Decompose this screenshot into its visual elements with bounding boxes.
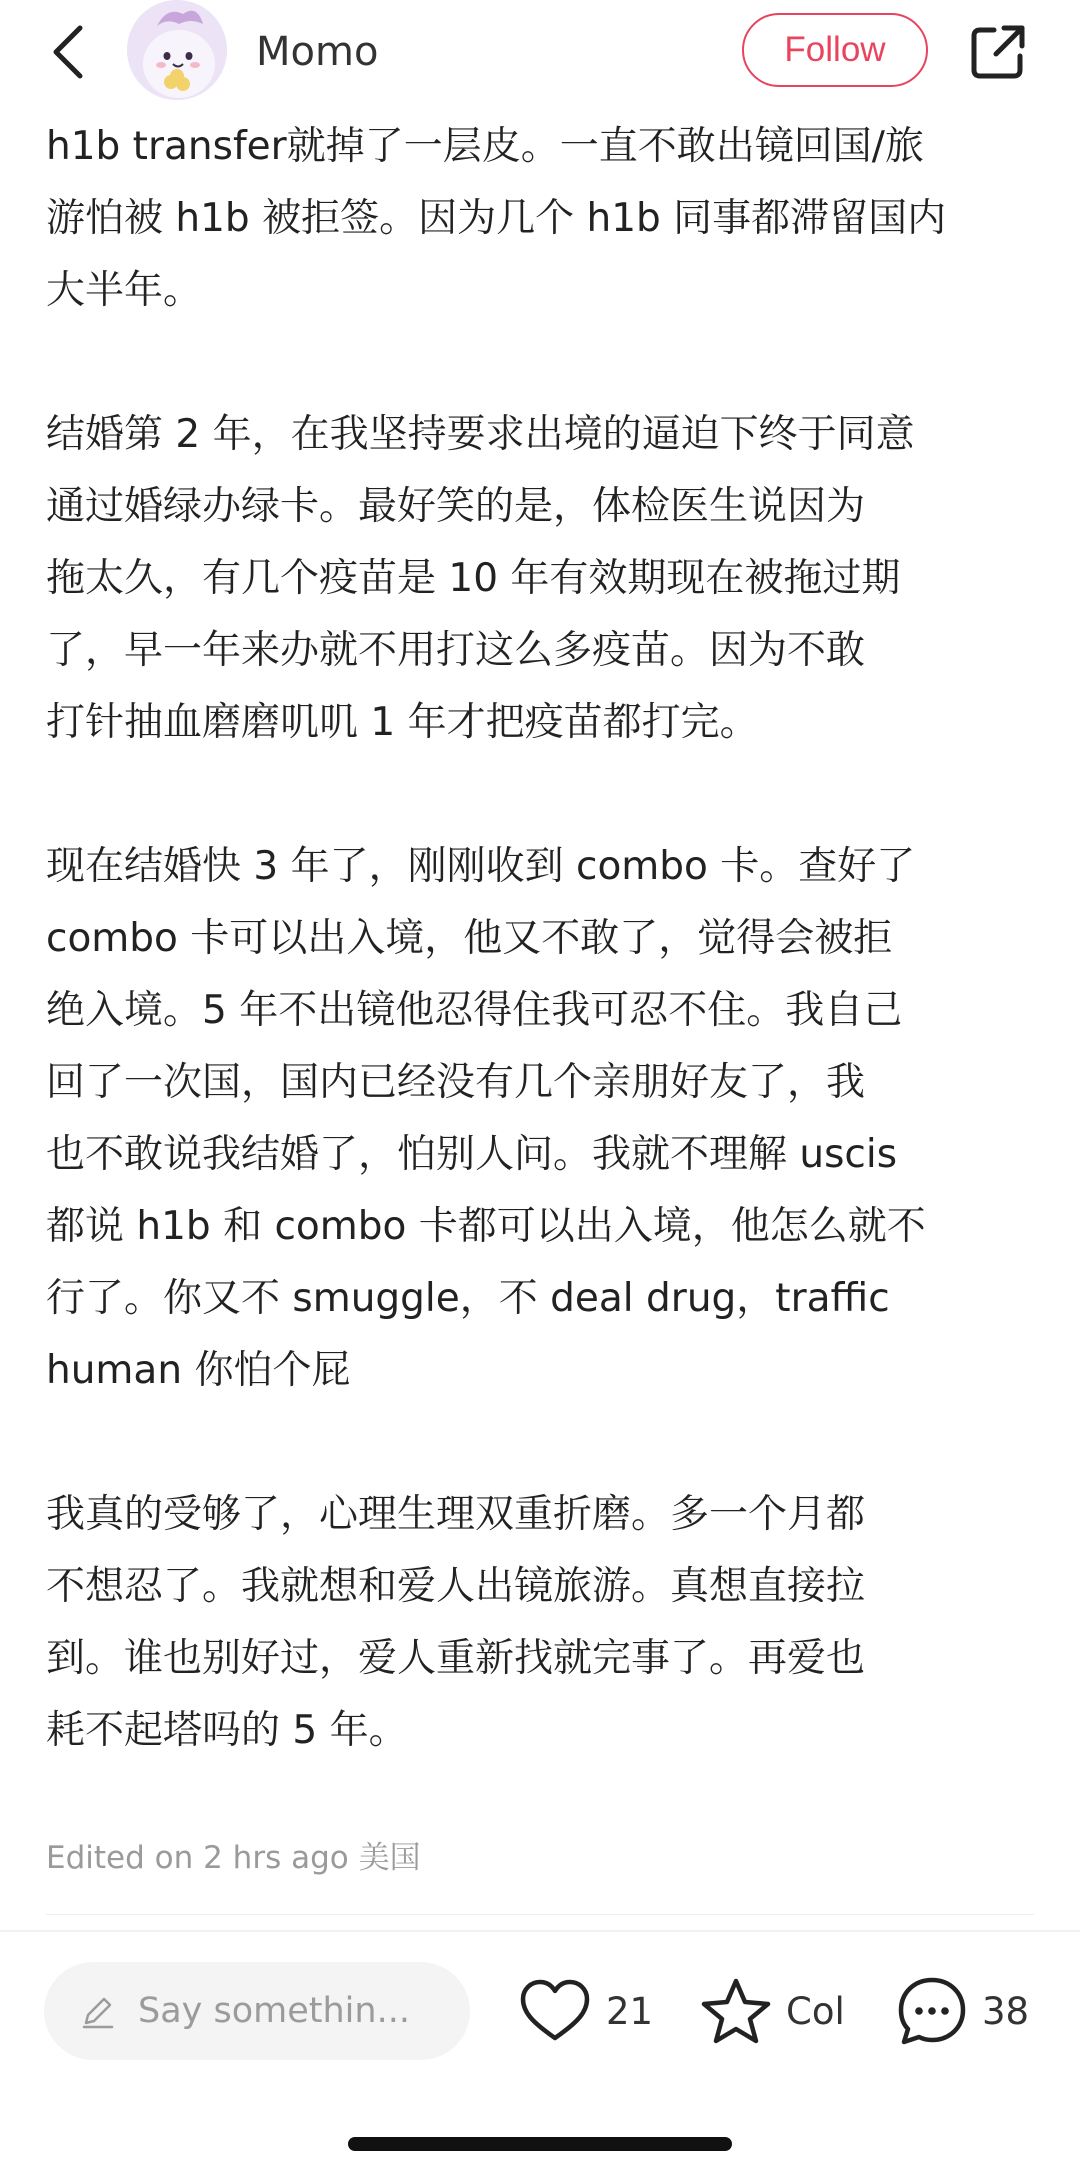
post-line: 游怕被 h1b 被拒签。因为几个 h1b 同事都滞留国内 bbox=[46, 196, 947, 241]
comment-placeholder: Say somethin... bbox=[138, 1991, 410, 2031]
post-line: human 你怕个屁 bbox=[46, 1348, 351, 1393]
comment-button[interactable] bbox=[896, 1968, 1029, 2054]
post-line: 不想忍了。我就想和爱人出镜旅游。真想直接拉 bbox=[46, 1564, 866, 1609]
post-line: 回了一次国，国内已经没有几个亲朋好友了，我 bbox=[46, 1060, 866, 1105]
collect-label: Col bbox=[786, 1989, 845, 2033]
like-count: 21 bbox=[606, 1989, 654, 2033]
paragraph-gap bbox=[46, 327, 1046, 399]
chat-bubble-icon bbox=[896, 1975, 968, 2047]
divider bbox=[46, 1914, 1034, 1915]
author-name[interactable]: Momo bbox=[256, 29, 379, 75]
comment-input[interactable] bbox=[44, 1962, 470, 2060]
follow-button[interactable]: Follow bbox=[742, 13, 928, 87]
post-line: 都说 h1b 和 combo 卡都可以出入境，他怎么就不 bbox=[46, 1204, 926, 1249]
pencil-icon bbox=[80, 1993, 116, 2029]
post-line: 绝入境。5 年不出镜他忍得住我可忍不住。我自己 bbox=[46, 988, 903, 1033]
post-line: 现在结婚快 3 年了，刚刚收到 combo 卡。查好了 bbox=[46, 844, 916, 889]
bottom-action-bar bbox=[0, 1930, 1080, 2092]
post-line: 也不敢说我结婚了，怕别人问。我就不理解 uscis bbox=[46, 1132, 898, 1177]
paragraph-gap bbox=[46, 1407, 1046, 1479]
post-line: 行了。你又不 smuggle，不 deal drug，traffic bbox=[46, 1276, 890, 1321]
post-line: 打针抽血磨磨叽叽 1 年才把疫苗都打完。 bbox=[46, 700, 759, 745]
share-button[interactable] bbox=[966, 20, 1030, 84]
collect-button[interactable] bbox=[700, 1968, 845, 2054]
post-header bbox=[0, 0, 1080, 118]
post-line: combo 卡可以出入境，他又不敢了，觉得会被拒 bbox=[46, 916, 893, 961]
post-body bbox=[46, 111, 1046, 1767]
post-line: 我真的受够了，心理生理双重折磨。多一个月都 bbox=[46, 1492, 866, 1537]
post-line: 耗不起塔吗的 5 年。 bbox=[46, 1708, 408, 1753]
like-button[interactable] bbox=[518, 1968, 653, 2054]
comment-count: 38 bbox=[982, 1989, 1030, 2033]
star-icon bbox=[700, 1976, 772, 2046]
post-meta: Edited on 2 hrs ago 美国 bbox=[46, 1840, 421, 1876]
post-line: 到。谁也别好过，爱人重新找就完事了。再爱也 bbox=[46, 1636, 866, 1681]
post-line: h1b transfer就掉了一层皮。一直不敢出镜回国/旅 bbox=[46, 124, 924, 169]
post-line: 大半年。 bbox=[46, 268, 203, 313]
chevron-left-icon bbox=[48, 22, 88, 82]
paragraph-gap bbox=[46, 759, 1046, 831]
post-line: 通过婚绿办绿卡。最好笑的是，体检医生说因为 bbox=[46, 484, 866, 529]
heart-icon bbox=[518, 1978, 592, 2044]
post-line: 结婚第 2 年，在我坚持要求出境的逼迫下终于同意 bbox=[46, 412, 915, 457]
post-line: 拖太久，有几个疫苗是 10 年有效期现在被拖过期 bbox=[46, 556, 901, 601]
avatar-illustration bbox=[127, 0, 227, 100]
back-button[interactable] bbox=[40, 20, 96, 84]
home-indicator[interactable] bbox=[348, 2137, 732, 2151]
post-line: 了，早一年来办就不用打这么多疫苗。因为不敢 bbox=[46, 628, 866, 673]
share-external-icon bbox=[968, 22, 1028, 82]
author-avatar[interactable] bbox=[127, 0, 227, 100]
